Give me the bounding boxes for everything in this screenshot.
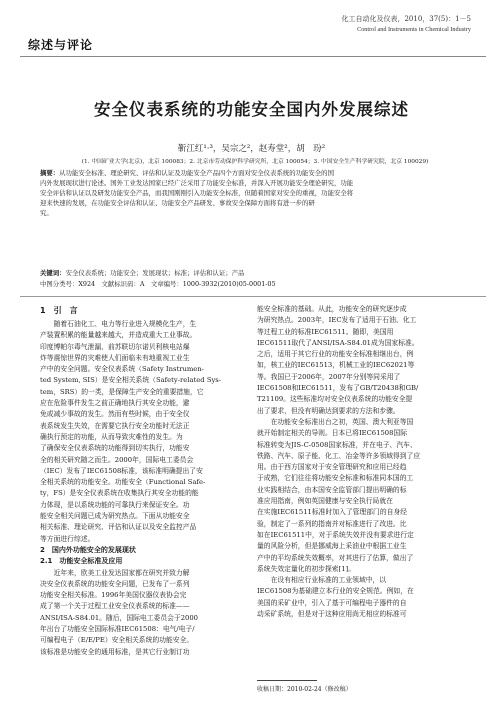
- right-column: [257, 304, 475, 620]
- abstract-label: 摘要：: [40, 169, 60, 177]
- abstract-line: 究。: [40, 209, 53, 217]
- body-line: 就开始制定相关的导则。日本已将IEC61508国际: [257, 429, 408, 438]
- body-line: 等。我国已于2006年，2007年分别等同采用了: [257, 372, 401, 381]
- abstract-line: 内外发展现状进行论述。国外工业发达国家已经广泛采用了功能安全标准，并深入开展功能安全理论研究，功能: [40, 179, 354, 187]
- body-line: 在功能安全标准出台之初，英国、澳大利亚等国: [257, 417, 414, 426]
- page-header: [0, 0, 503, 60]
- body-line: 在实施IEC61511标准时加入了管理部门的自身经: [257, 508, 408, 517]
- body-line: IEC61508为基础建立本行业的安全规范。例如，在: [257, 587, 414, 596]
- classification-line: 中图分类号：X924 文献标识码：A 文章编号：1000-3932(2010)05-0001-05: [40, 280, 276, 288]
- abstract-line: [40, 168, 464, 178]
- body-line: 功能安全相关标准。1996年美国仪器仪表协会完: [40, 591, 187, 600]
- body-line: 全相关系统的功能安全。功能安全（Functional Safe-: [40, 478, 206, 487]
- body-line: 产中的平均系统失效概率，对其进行了估算，做出了: [257, 553, 414, 562]
- keywords-text: 安全仪表系统；功能安全；发展现状；标准；评估和认证；产品: [65, 269, 245, 277]
- body-line: 标准转变为JIS-C-0508国家标准，并在电子、汽车、: [257, 440, 417, 449]
- body-line: 如在IEC61511中，对于系统失效并没有要求进行定: [257, 530, 414, 539]
- body-line: ted System, SIS）是安全相关系统（Safety-related Sys-: [40, 376, 222, 385]
- left-column: [40, 304, 258, 658]
- body-line: 年出台了功能安全国际标准IEC61508：电气/电子/: [40, 625, 195, 634]
- footnote-rule: [257, 680, 317, 681]
- body-line: 铁路、汽车、原子能、化工、冶金等许多领域得到了应: [257, 451, 421, 460]
- affiliation-line: (1. 中国矿业大学(北京)，北京 100083；2. 北京市劳动保护科学研究所，北京 100054；3. 中国安全生产科学研究院，北京 100029): [81, 159, 429, 165]
- body-line: 产装置积累的能量越来越大，并造成重大工业事故。: [40, 331, 197, 340]
- body-line: 确执行预定的功能，从而导致灾难性的发生。为: [40, 432, 183, 441]
- section-heading: 2.1 功能安全标准及应用: [40, 557, 123, 566]
- journal-english-title: Control and Instruments in Chemical Industry: [357, 26, 471, 33]
- body-line: 全的相关研究随之而生。2000年，国际电工委员会: [40, 455, 194, 464]
- author-list: 靳江红¹·³，吴宗之²，赵寿堂²，胡 玢²: [177, 144, 326, 154]
- body-line: 为研究热点。2003年，IEC发布了适用于石油、化工: [257, 316, 417, 325]
- body-line: 成了第一个关于过程工业安全仪表系统的标准——: [40, 602, 190, 611]
- body-line: 之后，适用于其它行业的功能安全标准相继出台，例: [257, 350, 414, 359]
- body-line: T21109。这些标准均对安全仪表系统的功能安全提: [257, 395, 413, 404]
- abstract-divider: [20, 296, 486, 297]
- body-line: 可编程电子（E/E/PE）安全相关系统的功能安全。: [40, 636, 194, 645]
- body-line: 力体现，是以系统功能的可靠执行来保证安全。功: [40, 500, 190, 509]
- body-line: 该标准是功能安全的通用标准，是其它行业制订功: [40, 647, 190, 656]
- body-line: 准应用指南，例如英国健康与安全执行局就在: [257, 497, 393, 506]
- journal-citation: 化工自动化及仪表，2010，37(5)：1－5: [341, 15, 471, 23]
- keywords-label: 关键词：: [40, 269, 66, 277]
- body-line: 等过程工业的标准IEC61511。随即，美国用: [257, 327, 394, 336]
- body-line: 近年来，欧美工业发达国家都在研究并致力解: [40, 568, 190, 577]
- body-line: 了确保安全仪表系统的功能得到切实执行，功能安: [40, 444, 190, 453]
- body-line: 免或减少事故的发生。然而有些时候，由于安全仪: [40, 410, 190, 419]
- body-line: 产中的安全问题。安全仪表系统（Safety Instrumen-: [40, 365, 204, 374]
- body-line: 验，制定了一系列的指南并对标准进行了改进。比: [257, 519, 407, 528]
- body-line: tem，SRS）的一类，是保障生产安全的重要措施，它: [40, 387, 204, 396]
- abstract-line: 安全评估和认证以及研发功能安全产品，而我国刚刚引入功能安全标准，但随着国家对安全的重视，功能安全将: [40, 189, 354, 197]
- abstract-line: 迎来快速的发展，在功能安全评估和认证、功能安全产品研发、事故安全保障方面将有进一步的研: [40, 199, 315, 207]
- body-line: 系统失效定量化的初步探索[1]。: [257, 564, 355, 573]
- article-title: 安全仪表系统的功能安全国内外发展综述: [94, 100, 409, 119]
- body-line: 随着石油化工、电力等行业进入规模化生产，生: [40, 320, 197, 328]
- abstract-text: 从功能安全标准、理论研究、评估和认证及功能安全产品四个方面对安全仪表系统的功能安全的国: [59, 169, 334, 177]
- body-line: 表系统发生失效，在需要它执行安全功能时无法正: [40, 421, 190, 430]
- body-line: 等方面进行综述。: [40, 534, 95, 543]
- body-line: （IEC）发布了IEC61508标准，该标准明确提出了安: [40, 466, 203, 475]
- body-line: IEC61508和IEC61511，发布了GB/T20438和GB/: [257, 384, 419, 393]
- body-line: 印度博帕尔毒气泄漏、前苏联切尔诺贝利核电站爆: [40, 342, 190, 351]
- body-line: 如，核工业的IEC61513，机械工业的IEC62021等: [257, 361, 415, 370]
- body-line: 出了要求，但没有明确达到要求的方法和步骤。: [257, 406, 400, 415]
- section-heading: 1 引 言: [40, 306, 78, 315]
- body-line: 于成熟，它们往往将功能安全标准和标准同本国的工: [257, 474, 414, 483]
- body-line: 应在危险事件发生之前正确地执行其安全功能，避: [40, 399, 190, 408]
- body-line: 用。由于西方国家对于安全管理研究和应用已经趋: [257, 463, 407, 472]
- body-line: 决安全仪表系统的功能安全问题，已发布了一系列: [40, 579, 190, 588]
- body-line: IEC61511取代了ANSI/ISA-S84.01成为国家标准。: [257, 338, 419, 347]
- body-line: 能安全标准的基础。从此，功能安全的研究逐步成: [257, 305, 407, 313]
- received-date-footnote: 收稿日期：2010-02-24（修改稿）: [257, 686, 352, 693]
- body-line: ANSI/ISA-S84.01。随后，国际电工委员会于2000: [40, 613, 199, 622]
- keywords-line: [40, 268, 245, 277]
- body-line: 在设有相应行业标准的工业领域中，以: [257, 576, 387, 585]
- abstract-block: [40, 168, 464, 218]
- body-line: 美国的采矿业中，引入了基于可编程电子器件的自: [257, 598, 407, 607]
- body-line: ty，FS）是安全仪表系统在收集执行其安全功能的能: [40, 489, 199, 498]
- body-line: 相关标准、理论研究、评估和认证以及安全监控产品: [40, 523, 197, 532]
- header-rule: [20, 56, 486, 57]
- body-line: 业实践相结合，由本国安全监管部门提出明确的标: [257, 485, 407, 494]
- body-line: 量的风险分析，但是挪威海上采油业中根据工业生: [257, 542, 407, 551]
- body-line: 能安全相关问题已成为研究热点。下面从功能安全: [40, 512, 190, 521]
- section-heading: 2 国内外功能安全的发展现状: [40, 545, 136, 554]
- section-label: 综述与评论: [28, 38, 94, 52]
- body-line: 炸等震惊世界的灾难使人们面临未有地重视工业生: [40, 353, 190, 362]
- body-line: 动采矿系统，但是对于这种应用尚无相应的标准可: [257, 610, 407, 619]
